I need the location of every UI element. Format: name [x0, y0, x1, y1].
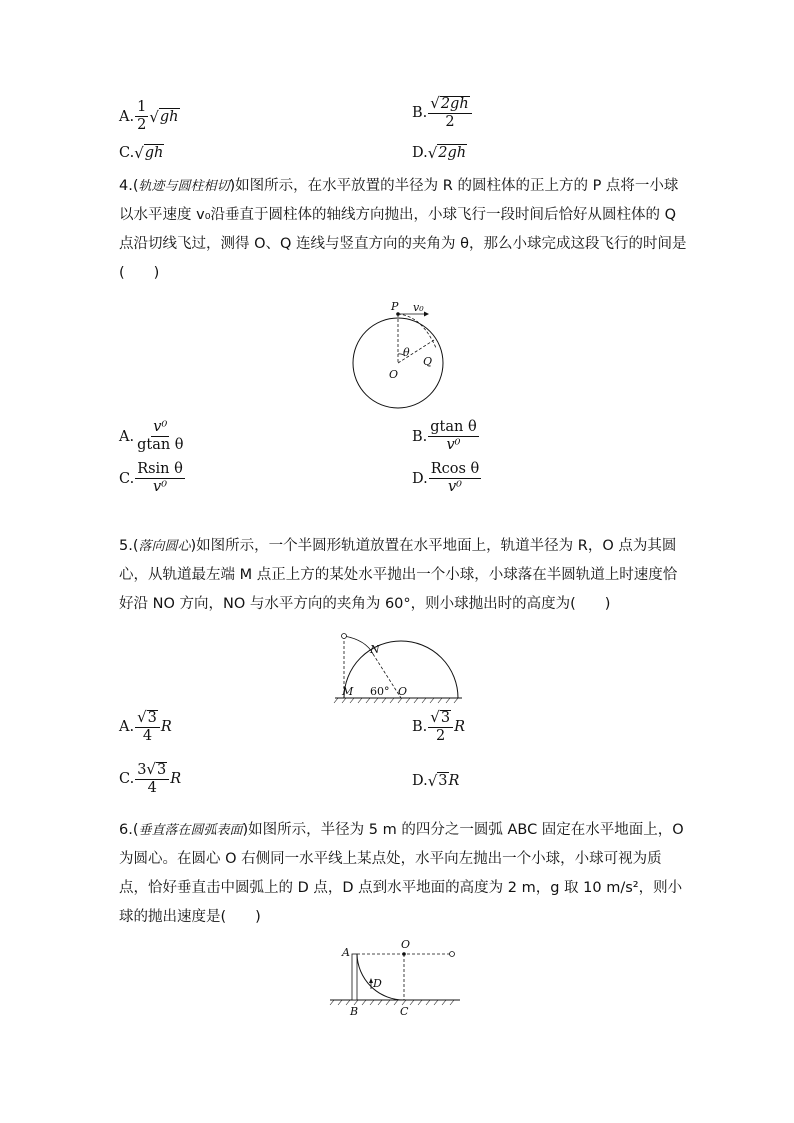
option-letter: C. [119, 470, 135, 487]
q5-tag: 落向圆心 [138, 539, 191, 554]
q6-figure [328, 936, 468, 1020]
label-a: A [342, 946, 350, 959]
q5-figure [330, 630, 465, 705]
label-p: P [391, 300, 399, 313]
q5-option-d[interactable]: D. √ 3 R [412, 772, 460, 790]
q4-option-c[interactable]: C. $\frac{\text{Rsin θ}}{\text{v⁰}}$ [119, 461, 183, 496]
q6-tag: 垂直落在圆弧表面 [138, 823, 243, 838]
option-letter: B. [412, 428, 428, 445]
option-letter: D. [412, 470, 428, 487]
q3-option-d[interactable]: D. √ 2gh [412, 144, 467, 162]
q3-option-a[interactable]: A. $\frac{1}{2}$ √ gh [119, 99, 179, 134]
option-letter: C. [119, 771, 135, 788]
label-o: O [398, 685, 408, 698]
option-letter: C. [119, 145, 135, 161]
q5-option-b[interactable]: B. √ 3 2 R [412, 708, 465, 745]
option-letter: D. [412, 145, 428, 161]
q5-stem: 5.(落向圆心)如图所示，一个半圆形轨道放置在水平地面上，轨道半径为 R，O 点为其圆心，从轨道最左端 M 点正上方的某处水平抛出一个小球，小球落在半圆轨道上时速度恰好沿 NO 方向，NO 与水平方向的夹角为 60°，则小球抛出时的高度为( ) [119, 538, 678, 612]
q3-option-c[interactable]: C. √ gh [119, 144, 164, 162]
q5-option-c[interactable]: C. 3 √ 3 4 R [119, 760, 182, 797]
label-angle: 60° [370, 685, 390, 698]
option-letter: A. [119, 428, 135, 445]
q4-tag: 轨迹与圆柱相切 [138, 179, 230, 194]
q4-option-d[interactable]: D. $\frac{\text{Rcos θ}}{\text{v⁰}}$ [412, 461, 480, 496]
label-v0: v₀ [413, 301, 424, 314]
label-theta: θ [403, 346, 410, 359]
q4-option-b[interactable]: B. $\frac{\text{gtan θ}}{\text{v⁰}}$ [412, 419, 477, 454]
label-n: N [370, 643, 380, 656]
option-letter: B. [412, 105, 428, 122]
label-d: D [373, 977, 382, 990]
option-letter: B. [412, 719, 428, 736]
q4-figure [350, 298, 470, 413]
option-letter: D. [412, 773, 428, 789]
option-letter: A. [119, 719, 135, 736]
q4-option-a[interactable]: A. $\frac{\text{v⁰}}{\text{gtan θ}}$ [119, 419, 184, 454]
q6-stem: 6.(垂直落在圆弧表面)如图所示，半径为 5 m 的四分之一圆弧 ABC 固定在水平地面上，O 为圆心。在圆心 O 右侧同一水平线上某点处，水平向左抛出一个小球，小球可视为质点，恰好垂直击中圆弧上的 D 点，D 点到水平地面的高度为 2 m，g 取 10 m/s²，则小球的抛出速度是( ) [119, 822, 684, 925]
label-q: Q [423, 355, 433, 368]
label-c: C [400, 1005, 409, 1018]
label-o: O [389, 368, 399, 381]
label-o: O [401, 938, 411, 951]
option-letter: A. [119, 108, 135, 125]
q3-option-b[interactable]: B. √ 2gh 2 [412, 96, 473, 130]
q5-option-a[interactable]: A. √ 3 4 R [119, 708, 172, 745]
sqrt: √ gh [149, 107, 179, 126]
label-b: B [350, 1005, 359, 1018]
q4-stem: 4.(轨迹与圆柱相切)如图所示，在水平放置的半径为 R 的圆柱体的正上方的 P 点将一小球以水平速度 v₀沿垂直于圆柱体的轴线方向抛出，小球飞行一段时间后恰好从圆柱体的 Q 点沿切线飞过，测得 O、Q 连线与竖直方向的夹角为 θ，那么小球完成这段飞行的时间是( ) [119, 178, 687, 281]
label-m: M [342, 685, 354, 698]
